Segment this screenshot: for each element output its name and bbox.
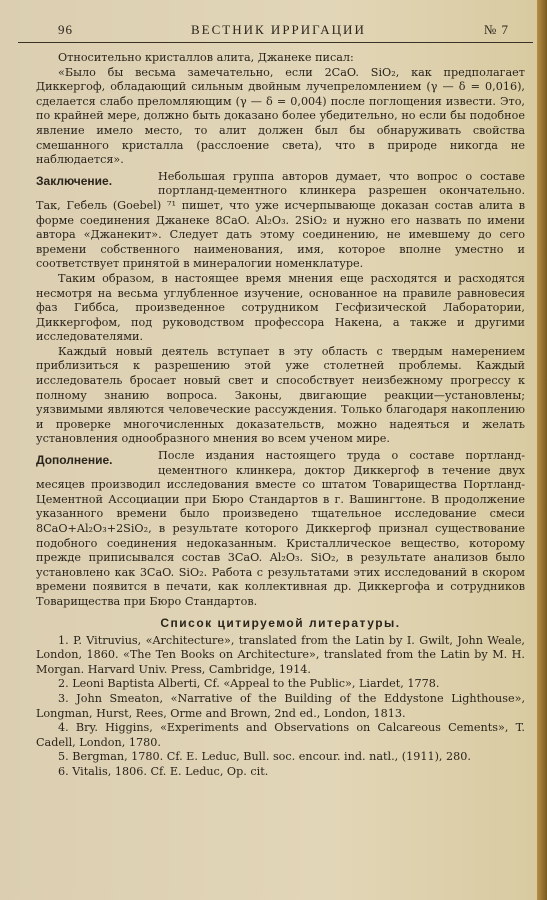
reference-item: 5. Bergman, 1780. Cf. E. Leduc, Bull. soc. encour. ind. natl., (1911), 280. [58, 750, 471, 764]
addendum-paragraph-1: После издания настоящего труда о составе портланд-цементного клинкера, доктор Диккергоф в течение двух месяцев производил исследования вместе со штатом Товарищества Портланд-Цементной Ассоциации при Бюро Стандартов в г. Вашингтоне. В продолжение указанного времени было произведено тщательное исследование смеси 8CaO+Al₂O₃+2SiO₂, в результате которого Диккергоф признал существование подобного соединения недоказанным. Кристаллическое вещество, которому прежде приписывался состав 3CaO. Al₂O₃. SiO₂, в результате анализов было установлено как 3CaO. SiO₂. Работа с результатами этих исследований в скором времени появится в печати, как коллективная др. Диккергофа и сотрудников Товарищества при Бюро Стандартов. [36, 449, 525, 608]
page-edge [537, 0, 547, 900]
addendum-section [36, 449, 525, 610]
running-header [18, 22, 533, 43]
conclusion-heading: Заключение. [36, 173, 113, 188]
conclusion-paragraph-3: Каждый новый деятель вступает в эту область с твердым намерением приблизиться к разрешению этой уже столетней проблемы. Каждый исследователь бросает новый свет и способствует неизбежному прогрессу к полному знанию вопроса. Законы, двигающие реакции—установлены; уязвимыми являются человеческие рассуждения. Только благодаря накоплению и проверке многочисленных доказательств, можно надеяться и желать установления однообразного мнения во всем ученом мире. [36, 344, 525, 446]
references-title: Список цитируемой литературы. [160, 615, 401, 630]
intro-lead: Относительно кристаллов алита, Джанеке писал: [58, 51, 354, 64]
conclusion-paragraph-2: Таким образом, в настоящее время мнения еще расходятся и расходятся несмотря на весьма углубленное изучение, основанное на правиле равновесия фаз Гиббса, произведенное сотрудником Гесфизической Лаборатории, Диккергофом, под руководством профессора Накена, а также и другими исследователями. [36, 271, 525, 344]
journal-title: ВЕСТНИК ИРРИГАЦИИ [191, 22, 366, 37]
conclusion-section [36, 170, 525, 447]
reference-item: 6. Vitalis, 1806. Cf. E. Leduc, Op. cit. [58, 764, 269, 778]
addendum-heading: Дополнение. [36, 453, 113, 468]
page-number: 96 [58, 22, 73, 37]
references-list [36, 634, 525, 780]
intro-quote: «Было бы весьма замечательно, если 2CaO. SiO₂, как предполагает Диккергоф, обладающий сильным двойным лучепреломлением (γ — δ = 0,016), сделается слабо преломляющим (γ — δ = 0,004) после поглощения извести. Это, по крайней мере, должно быть доказано более убедительно, но если бы подобное явление имело место, то алит должен был бы обнаруживать свойства смешанного кристалла (расслоение света), что в природе никогда не наблюдается». [36, 65, 525, 167]
reference-item: 2. Leoni Baptista Alberti, Cf. «Appeal to the Public», Liardet, 1778. [58, 677, 440, 691]
reference-item: 4. Bry. Higgins, «Experiments and Observations on Calcareous Cements», T. Cadell, London, 1780. [36, 721, 525, 749]
reference-item: 3. John Smeaton, «Narrative of the Building of the Eddystone Lighthouse», Longman, Hurst, Rees, Orme and Brown, 2nd ed., London, 1813. [36, 691, 525, 720]
conclusion-paragraph-1: Небольшая группа авторов думает, что вопрос о составе портланд-цементного клинкера разрешен окончательно. Так, Гебель (Goebel) ⁷¹ пишет, что уже исчерпывающе доказан состав алита в форме соединения Джанеке 8CaO. Al₂O₃. 2SiO₂ и нужно его назвать по имени автора «Джанекит». Следует дать этому соединению, не имевшему до сего времени собственного наименования, имя, которое вполне уместно и соответствует принятой в минералогии номенклатуре. [36, 169, 525, 271]
page-body [18, 43, 533, 780]
issue-number: № 7 [483, 22, 509, 37]
reference-item: 1. P. Vitruvius, «Architecture», translated from the Latin by I. Gwilt, John Weale, London, 1860. «The Ten Books on Architecture», translated from the Latin by M. H. Morgan. Harvard Univ. Press, Cambridge, 1914. [36, 633, 525, 676]
